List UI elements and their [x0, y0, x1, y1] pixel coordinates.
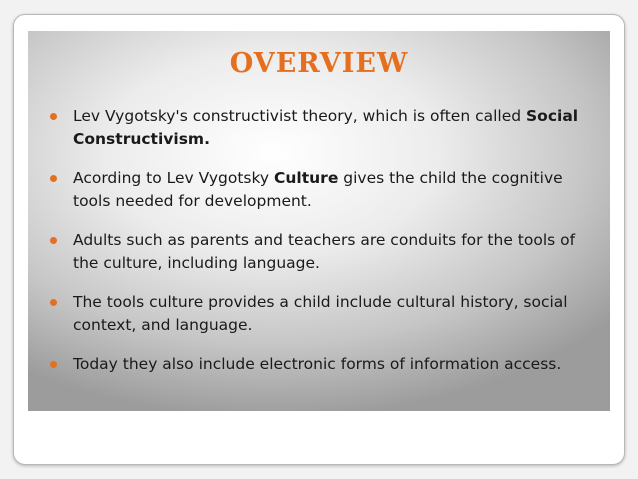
- bullet-item: [28, 229, 610, 275]
- bullet-dot-icon: [50, 237, 57, 244]
- bullet-text: Today they also include electronic forms of information access.: [73, 355, 562, 373]
- bullet-bold-text: Culture: [274, 169, 339, 187]
- bullet-text: Adults such as parents and teachers are conduits for the tools of the culture, including language.: [73, 231, 576, 272]
- bullet-item: [28, 291, 610, 337]
- bullet-text: Acording to Lev Vygotsky: [73, 169, 275, 187]
- bullet-item: [28, 167, 610, 213]
- bullet-dot-icon: [50, 361, 57, 368]
- bullet-text: The tools culture provides a child include cultural history, social context, and language.: [73, 293, 568, 334]
- bullet-dot-icon: [50, 113, 57, 120]
- content-panel: [28, 31, 610, 411]
- bullet-text-after: gives the child the cognitive tools needed for development.: [73, 169, 563, 210]
- bullet-item: [28, 353, 610, 376]
- slide-frame: [13, 14, 625, 465]
- slide-title: OVERVIEW: [229, 48, 409, 79]
- bullet-list: [28, 105, 610, 392]
- bullet-bold-text: Social Constructivism.: [73, 107, 579, 148]
- bullet-dot-icon: [50, 175, 57, 182]
- bullet-item: [28, 105, 610, 151]
- bullet-text: Lev Vygotsky's constructivist theory, which is often called: [73, 107, 527, 125]
- bullet-dot-icon: [50, 299, 57, 306]
